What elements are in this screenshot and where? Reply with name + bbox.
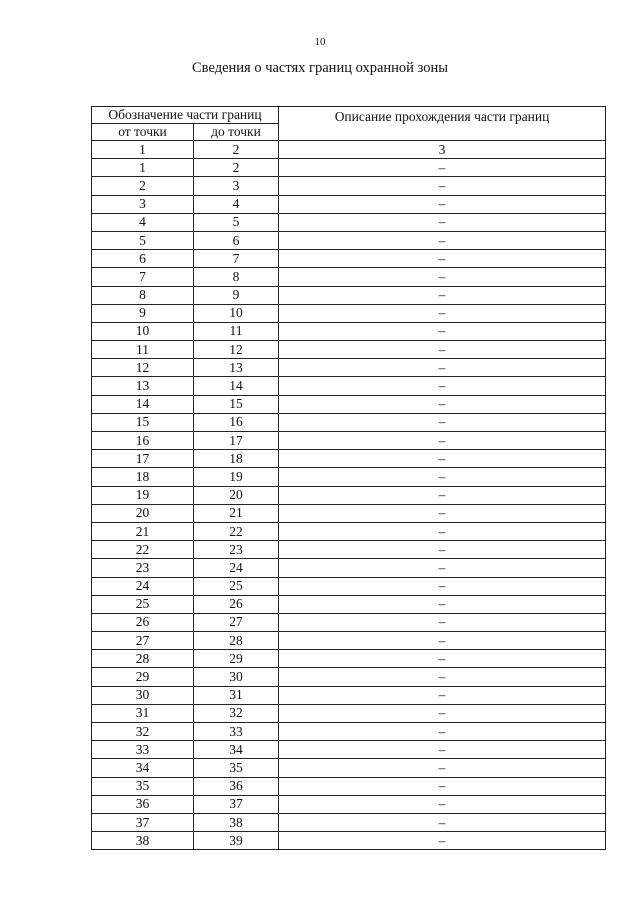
table-row	[92, 322, 606, 340]
description-cell: –	[279, 322, 606, 340]
header-description: Описание прохождения части границ	[279, 107, 606, 141]
from-point-cell: 30	[92, 686, 194, 704]
column-number-row	[92, 141, 606, 159]
from-point-cell: 22	[92, 541, 194, 559]
table-row	[92, 377, 606, 395]
to-point-cell: 9	[194, 286, 279, 304]
from-point-cell: 6	[92, 250, 194, 268]
description-cell: –	[279, 577, 606, 595]
table-row	[92, 395, 606, 413]
table-row	[92, 159, 606, 177]
description-cell: –	[279, 559, 606, 577]
from-point-cell: 5	[92, 231, 194, 249]
table-row	[92, 231, 606, 249]
description-cell: –	[279, 613, 606, 631]
description-cell: –	[279, 795, 606, 813]
to-point-cell: 11	[194, 322, 279, 340]
from-point-cell: 11	[92, 341, 194, 359]
to-point-cell: 21	[194, 504, 279, 522]
table-row	[92, 195, 606, 213]
to-point-cell: 33	[194, 723, 279, 741]
from-point-cell: 8	[92, 286, 194, 304]
table-row	[92, 559, 606, 577]
description-cell: –	[279, 213, 606, 231]
to-point-cell: 16	[194, 413, 279, 431]
table-row	[92, 250, 606, 268]
from-point-cell: 34	[92, 759, 194, 777]
table-row	[92, 522, 606, 540]
description-cell: –	[279, 159, 606, 177]
table-row	[92, 504, 606, 522]
table-row	[92, 450, 606, 468]
description-cell: –	[279, 668, 606, 686]
from-point-cell: 1	[92, 159, 194, 177]
from-point-cell: 4	[92, 213, 194, 231]
boundary-parts-table	[91, 106, 606, 850]
from-point-cell: 32	[92, 723, 194, 741]
table-row	[92, 286, 606, 304]
table-row	[92, 486, 606, 504]
table-row	[92, 213, 606, 231]
description-cell: –	[279, 632, 606, 650]
to-point-cell: 36	[194, 777, 279, 795]
from-point-cell: 37	[92, 813, 194, 831]
description-cell: –	[279, 195, 606, 213]
to-point-cell: 8	[194, 268, 279, 286]
from-point-cell: 26	[92, 613, 194, 631]
to-point-cell: 30	[194, 668, 279, 686]
table-row	[92, 759, 606, 777]
description-cell: –	[279, 432, 606, 450]
from-point-cell: 19	[92, 486, 194, 504]
table-row	[92, 595, 606, 613]
from-point-cell: 2	[92, 177, 194, 195]
from-point-cell: 36	[92, 795, 194, 813]
from-point-cell: 20	[92, 504, 194, 522]
from-point-cell: 21	[92, 522, 194, 540]
to-point-cell: 4	[194, 195, 279, 213]
table-row	[92, 723, 606, 741]
to-point-cell: 20	[194, 486, 279, 504]
from-point-cell: 14	[92, 395, 194, 413]
description-cell: –	[279, 704, 606, 722]
description-cell: –	[279, 723, 606, 741]
page-number: 10	[314, 36, 326, 48]
from-point-cell: 23	[92, 559, 194, 577]
to-point-cell: 27	[194, 613, 279, 631]
to-point-cell: 31	[194, 686, 279, 704]
description-cell: –	[279, 250, 606, 268]
header-to-point: до точки	[194, 124, 279, 141]
from-point-cell: 31	[92, 704, 194, 722]
table-row	[92, 413, 606, 431]
from-point-cell: 25	[92, 595, 194, 613]
from-point-cell: 3	[92, 195, 194, 213]
table-row	[92, 741, 606, 759]
to-point-cell: 17	[194, 432, 279, 450]
to-point-cell: 5	[194, 213, 279, 231]
from-point-cell: 17	[92, 450, 194, 468]
table-row	[92, 795, 606, 813]
description-cell: –	[279, 450, 606, 468]
column-number: 2	[194, 141, 279, 159]
to-point-cell: 26	[194, 595, 279, 613]
to-point-cell: 10	[194, 304, 279, 322]
table-row	[92, 359, 606, 377]
to-point-cell: 32	[194, 704, 279, 722]
from-point-cell: 38	[92, 832, 194, 850]
from-point-cell: 9	[92, 304, 194, 322]
table-row	[92, 613, 606, 631]
to-point-cell: 23	[194, 541, 279, 559]
description-cell: –	[279, 813, 606, 831]
table-row	[92, 304, 606, 322]
from-point-cell: 12	[92, 359, 194, 377]
description-cell: –	[279, 177, 606, 195]
table-row	[92, 832, 606, 850]
description-cell: –	[279, 395, 606, 413]
description-cell: –	[279, 686, 606, 704]
description-cell: –	[279, 286, 606, 304]
to-point-cell: 29	[194, 650, 279, 668]
page-title: Сведения о частях границ охранной зоны	[192, 60, 448, 76]
table-row	[92, 268, 606, 286]
table-row	[92, 341, 606, 359]
table-row	[92, 432, 606, 450]
to-point-cell: 34	[194, 741, 279, 759]
description-cell: –	[279, 504, 606, 522]
to-point-cell: 12	[194, 341, 279, 359]
to-point-cell: 2	[194, 159, 279, 177]
description-cell: –	[279, 832, 606, 850]
to-point-cell: 24	[194, 559, 279, 577]
description-cell: –	[279, 231, 606, 249]
description-cell: –	[279, 522, 606, 540]
from-point-cell: 7	[92, 268, 194, 286]
to-point-cell: 3	[194, 177, 279, 195]
description-cell: –	[279, 377, 606, 395]
table-row	[92, 577, 606, 595]
table-row	[92, 704, 606, 722]
table-row	[92, 468, 606, 486]
description-cell: –	[279, 359, 606, 377]
to-point-cell: 39	[194, 832, 279, 850]
from-point-cell: 13	[92, 377, 194, 395]
from-point-cell: 35	[92, 777, 194, 795]
from-point-cell: 33	[92, 741, 194, 759]
to-point-cell: 25	[194, 577, 279, 595]
to-point-cell: 14	[194, 377, 279, 395]
to-point-cell: 7	[194, 250, 279, 268]
description-cell: –	[279, 777, 606, 795]
column-number: 3	[279, 141, 606, 159]
table-row	[92, 686, 606, 704]
to-point-cell: 28	[194, 632, 279, 650]
description-cell: –	[279, 341, 606, 359]
description-cell: –	[279, 595, 606, 613]
header-from-point: от точки	[92, 124, 194, 141]
description-cell: –	[279, 541, 606, 559]
from-point-cell: 29	[92, 668, 194, 686]
from-point-cell: 16	[92, 432, 194, 450]
to-point-cell: 6	[194, 231, 279, 249]
description-cell: –	[279, 468, 606, 486]
to-point-cell: 22	[194, 522, 279, 540]
from-point-cell: 28	[92, 650, 194, 668]
to-point-cell: 15	[194, 395, 279, 413]
table-row	[92, 541, 606, 559]
column-number: 1	[92, 141, 194, 159]
to-point-cell: 18	[194, 450, 279, 468]
table-row	[92, 668, 606, 686]
description-cell: –	[279, 759, 606, 777]
table-row	[92, 777, 606, 795]
description-cell: –	[279, 486, 606, 504]
to-point-cell: 38	[194, 813, 279, 831]
description-cell: –	[279, 268, 606, 286]
header-boundary-part-designation: Обозначение части границ	[92, 107, 279, 124]
description-cell: –	[279, 741, 606, 759]
description-cell: –	[279, 650, 606, 668]
from-point-cell: 18	[92, 468, 194, 486]
table-row	[92, 813, 606, 831]
from-point-cell: 24	[92, 577, 194, 595]
to-point-cell: 37	[194, 795, 279, 813]
table-row	[92, 650, 606, 668]
to-point-cell: 13	[194, 359, 279, 377]
from-point-cell: 15	[92, 413, 194, 431]
description-cell: –	[279, 413, 606, 431]
from-point-cell: 27	[92, 632, 194, 650]
to-point-cell: 19	[194, 468, 279, 486]
table-body	[92, 141, 606, 850]
from-point-cell: 10	[92, 322, 194, 340]
description-cell: –	[279, 304, 606, 322]
to-point-cell: 35	[194, 759, 279, 777]
table-row	[92, 177, 606, 195]
table-row	[92, 632, 606, 650]
